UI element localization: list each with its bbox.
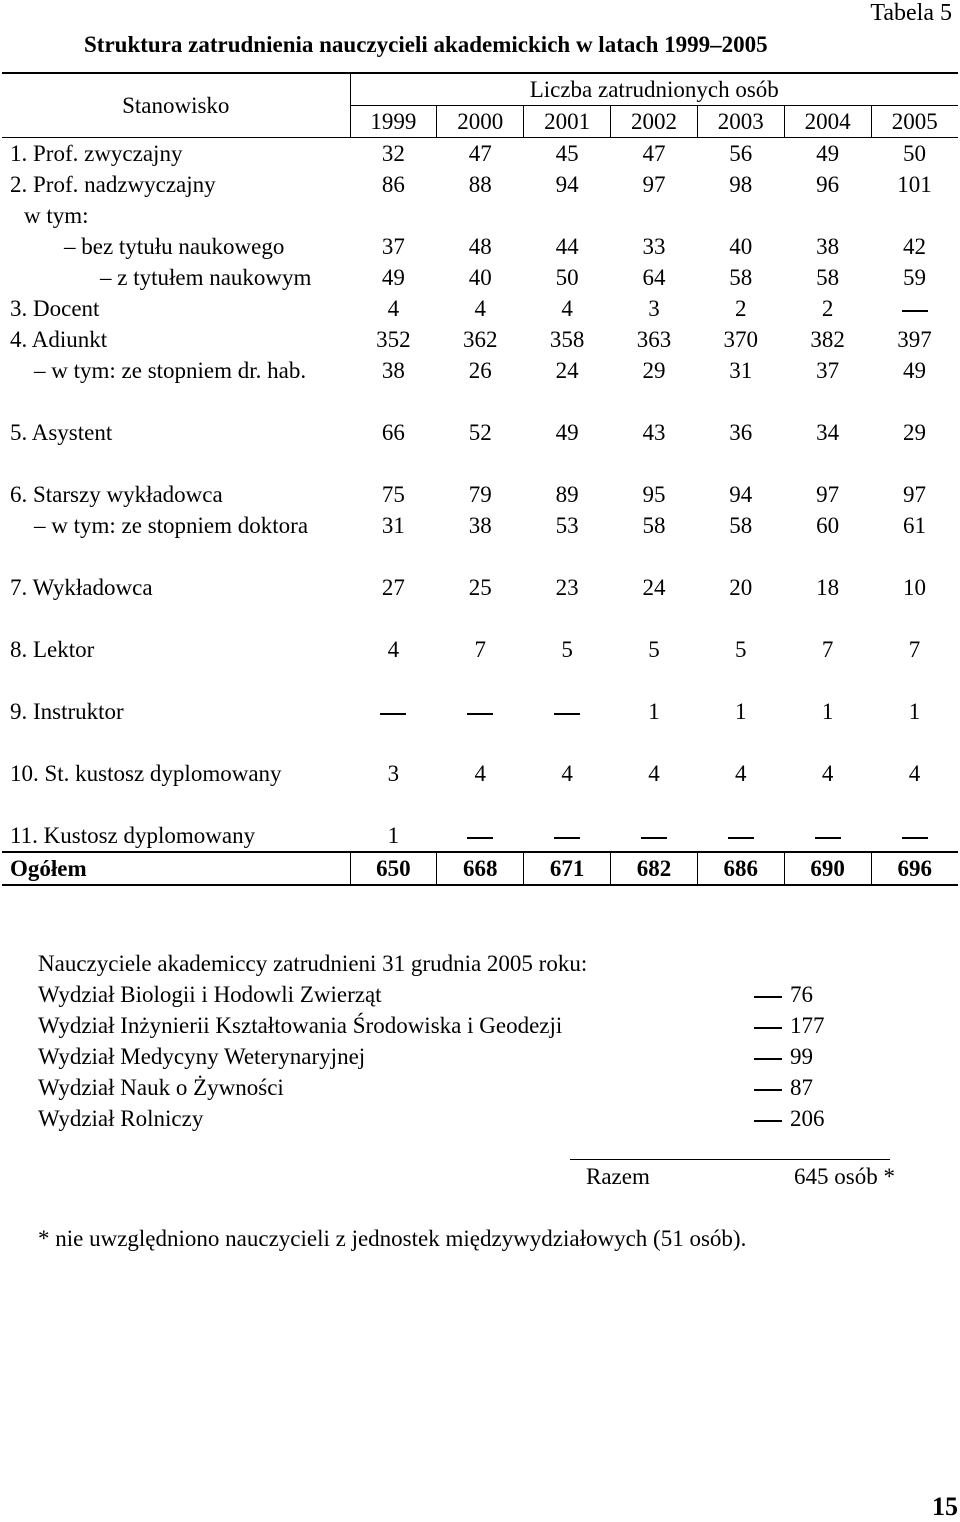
row-label: – z tytułem naukowym (100, 265, 312, 290)
cell-value: 31 (381, 513, 405, 538)
faculty-heading: Nauczyciele akademiccy zatrudnieni 31 grudnia 2005 roku: (38, 951, 588, 976)
year-header-2002: 2002 (611, 106, 698, 138)
cell-value: 24 (555, 358, 579, 383)
table-row (2, 510, 958, 541)
cell-value: 26 (468, 358, 492, 383)
spacer-row (2, 727, 958, 758)
cell-value (611, 200, 698, 231)
table-row (2, 200, 958, 231)
faculty-item (38, 1010, 838, 1041)
cell-value: 1 (387, 823, 400, 848)
cell-value: 2 (821, 296, 834, 321)
col-header-stanowisko: Stanowisko (2, 73, 350, 138)
cell-value: 58 (729, 513, 753, 538)
cell-value: 4 (735, 761, 747, 786)
cell-value: 25 (468, 575, 492, 600)
cell-value: 382 (810, 327, 845, 352)
cell-value: 86 (381, 172, 405, 197)
row-label: w tym: (24, 203, 89, 228)
dash-mark (728, 837, 754, 839)
cell-value (871, 820, 958, 852)
faculty-count: 206 (790, 1106, 825, 1131)
row-label: 8. Lektor (10, 637, 95, 662)
cell-value (437, 696, 524, 727)
cell-value: 1 (908, 699, 921, 724)
cell-value: 49 (555, 420, 579, 445)
total-value: 671 (524, 852, 611, 885)
cell-value: 61 (903, 513, 927, 538)
total-value: 686 (697, 852, 784, 885)
cell-value: 4 (387, 296, 400, 321)
cell-value: 20 (729, 575, 753, 600)
cell-value: 89 (555, 482, 579, 507)
row-label: 7. Wykładowca (10, 575, 153, 600)
cell-value: 37 (816, 358, 840, 383)
cell-value: 4 (387, 637, 400, 662)
cell-value: 362 (463, 327, 498, 352)
row-label: 6. Starszy wykładowca (10, 482, 223, 507)
cell-value: 4 (648, 761, 660, 786)
cell-value: 4 (561, 296, 573, 321)
total-row (2, 852, 958, 885)
row-label: – w tym: ze stopniem dr. hab. (34, 358, 307, 383)
table-row (2, 324, 958, 355)
cell-value: 45 (555, 141, 579, 166)
cell-value: 37 (381, 234, 405, 259)
cell-value: 38 (381, 358, 405, 383)
cell-value (437, 820, 524, 852)
employment-table (2, 72, 958, 886)
cell-value: 358 (549, 327, 585, 352)
table-row (2, 417, 958, 448)
dash-mark (754, 1027, 782, 1029)
cell-value: 18 (816, 575, 840, 600)
spacer-row (2, 386, 958, 417)
cell-value: 10 (903, 575, 927, 600)
cell-value (524, 696, 611, 727)
cell-value: 43 (642, 420, 666, 445)
dash-mark (754, 1120, 782, 1122)
cell-value: 370 (723, 327, 759, 352)
total-value: 668 (437, 852, 524, 885)
cell-value: 1 (648, 699, 660, 724)
faculty-count: 99 (790, 1044, 813, 1069)
cell-value: 4 (561, 761, 573, 786)
cell-value: 96 (816, 172, 840, 197)
sum-rule (570, 1159, 890, 1160)
table-row (2, 262, 958, 293)
faculty-count-wrap (754, 1041, 813, 1072)
cell-value: 47 (468, 141, 492, 166)
cell-value: 52 (468, 420, 492, 445)
dash-mark (554, 713, 580, 715)
cell-value: 94 (555, 172, 579, 197)
cell-value: 4 (821, 761, 834, 786)
faculty-item (38, 1103, 838, 1134)
col-header-group: Liczba zatrudnionych osób (350, 73, 958, 106)
cell-value (697, 200, 784, 231)
cell-value: 27 (381, 575, 405, 600)
cell-value: 4 (474, 296, 487, 321)
cell-value: 59 (903, 265, 927, 290)
cell-value (350, 200, 437, 231)
cell-value: 32 (381, 141, 405, 166)
total-value: 682 (611, 852, 698, 885)
cell-value: 58 (642, 513, 666, 538)
cell-value: 38 (816, 234, 840, 259)
table-row (2, 820, 958, 852)
cell-value: 97 (903, 482, 927, 507)
table-row (2, 169, 958, 200)
cell-value (437, 200, 524, 231)
row-label: 11. Kustosz dyplomowany (10, 823, 256, 848)
year-header-1999: 1999 (350, 106, 437, 138)
dash-mark (554, 837, 580, 839)
table-row (2, 231, 958, 262)
cell-value: 5 (648, 637, 660, 662)
cell-value: 38 (468, 513, 492, 538)
spacer-row (2, 665, 958, 696)
faculty-count-wrap (754, 979, 813, 1010)
cell-value: 58 (816, 265, 840, 290)
spacer-row (2, 448, 958, 479)
table-row (2, 634, 958, 665)
faculty-count: 76 (790, 982, 813, 1007)
year-header-2005: 2005 (871, 106, 958, 138)
dash-mark (815, 837, 841, 839)
faculty-count-wrap (754, 1103, 825, 1134)
cell-value (350, 696, 437, 727)
cell-value: 29 (642, 358, 666, 383)
cell-value: 50 (555, 265, 579, 290)
row-label: 5. Asystent (10, 420, 113, 445)
row-label: 10. St. kustosz dyplomowany (10, 761, 282, 786)
faculty-name: Wydział Medycyny Weterynaryjnej (38, 1044, 366, 1069)
faculty-name: Wydział Biologii i Hodowli Zwierząt (38, 982, 382, 1007)
year-header-2004: 2004 (784, 106, 871, 138)
row-label: 9. Instruktor (10, 699, 124, 724)
spacer-row (2, 541, 958, 572)
cell-value: 7 (474, 637, 487, 662)
faculty-name: Wydział Rolniczy (38, 1106, 204, 1131)
cell-value: 24 (642, 575, 666, 600)
cell-value: 79 (468, 482, 492, 507)
table-label: Tabela 5 (870, 0, 952, 26)
cell-value: 363 (636, 327, 672, 352)
table-row (2, 479, 958, 510)
cell-value: 1 (735, 699, 747, 724)
table-row (2, 758, 958, 789)
faculty-count-wrap (754, 1010, 825, 1041)
spacer-row (2, 603, 958, 634)
row-label: 4. Adiunkt (10, 327, 108, 352)
cell-value (784, 820, 871, 852)
year-header-2003: 2003 (697, 106, 784, 138)
cell-value: 3 (387, 761, 400, 786)
faculty-item (38, 979, 838, 1010)
cell-value: 97 (642, 172, 666, 197)
cell-value: 50 (903, 141, 927, 166)
cell-value: 49 (381, 265, 405, 290)
cell-value: 60 (816, 513, 840, 538)
cell-value: 397 (897, 327, 932, 352)
cell-value: 98 (729, 172, 753, 197)
cell-value: 5 (561, 637, 573, 662)
cell-value: 40 (729, 234, 753, 259)
dash-mark (467, 837, 493, 839)
cell-value (697, 820, 784, 852)
cell-value: 88 (468, 172, 492, 197)
cell-value (611, 820, 698, 852)
cell-value: 66 (381, 420, 405, 445)
table-row (2, 138, 958, 170)
dash-mark (902, 837, 928, 839)
cell-value: 97 (816, 482, 840, 507)
cell-value: 47 (642, 141, 666, 166)
cell-value: 1 (821, 699, 834, 724)
year-header-2001: 2001 (524, 106, 611, 138)
footnote: * nie uwzględniono nauczycieli z jednostek międzywydziałowych (51 osób). (38, 1226, 747, 1251)
cell-value: 3 (648, 296, 660, 321)
page-title: Struktura zatrudnienia nauczycieli akademickich w latach 1999–2005 (84, 32, 768, 57)
dash-mark (754, 996, 782, 998)
cell-value: 2 (735, 296, 747, 321)
dash-mark (380, 713, 406, 715)
cell-value: 36 (729, 420, 753, 445)
cell-value (871, 293, 958, 324)
faculty-item (38, 1072, 838, 1103)
faculty-list (38, 948, 838, 1134)
table-row (2, 696, 958, 727)
faculty-count: 87 (790, 1075, 813, 1100)
table-row (2, 572, 958, 603)
cell-value: 34 (816, 420, 840, 445)
table-row (2, 293, 958, 324)
cell-value (524, 200, 611, 231)
row-label: 1. Prof. zwyczajny (10, 141, 183, 166)
cell-value: 5 (735, 637, 747, 662)
cell-value: 94 (729, 482, 753, 507)
dash-mark (902, 310, 928, 312)
table-row (2, 355, 958, 386)
total-value: 696 (871, 852, 958, 885)
cell-value: 64 (642, 265, 666, 290)
cell-value: 31 (729, 358, 753, 383)
cell-value (524, 820, 611, 852)
total-label: Ogółem (2, 852, 350, 885)
page-number: 15 (932, 1492, 958, 1521)
cell-value: 75 (381, 482, 405, 507)
dash-mark (641, 837, 667, 839)
cell-value: 58 (729, 265, 753, 290)
cell-value: 40 (468, 265, 492, 290)
cell-value: 7 (821, 637, 834, 662)
faculty-count-wrap (754, 1072, 813, 1103)
cell-value: 7 (908, 637, 921, 662)
row-label: – w tym: ze stopniem doktora (34, 513, 309, 538)
total-value: 690 (784, 852, 871, 885)
cell-value: 29 (903, 420, 927, 445)
total-value: 650 (350, 852, 437, 885)
cell-value: 33 (642, 234, 666, 259)
sum-value: 645 osób * (794, 1164, 895, 1189)
cell-value: 4 (908, 761, 921, 786)
cell-value: 53 (555, 513, 579, 538)
cell-value: 49 (903, 358, 927, 383)
cell-value: 23 (555, 575, 579, 600)
cell-value: 352 (376, 327, 411, 352)
year-header-2000: 2000 (437, 106, 524, 138)
cell-value: 44 (555, 234, 579, 259)
cell-value: 95 (642, 482, 666, 507)
cell-value: 48 (468, 234, 492, 259)
cell-value: 42 (903, 234, 927, 259)
cell-value: 56 (729, 141, 753, 166)
table-header-row (2, 73, 958, 106)
sum-label: Razem (586, 1164, 650, 1189)
cell-value: 49 (816, 141, 840, 166)
row-label: – bez tytułu naukowego (64, 234, 285, 259)
row-label: 3. Docent (10, 296, 100, 321)
dash-mark (467, 713, 493, 715)
faculty-name: Wydział Nauk o Żywności (38, 1075, 284, 1100)
cell-value: 101 (897, 172, 932, 197)
row-label: 2. Prof. nadzwyczajny (10, 172, 216, 197)
cell-value (871, 200, 958, 231)
spacer-row (2, 789, 958, 820)
faculty-count: 177 (790, 1013, 825, 1038)
dash-mark (754, 1058, 782, 1060)
faculty-item (38, 1041, 838, 1072)
faculty-name: Wydział Inżynierii Kształtowania Środowiska i Geodezji (38, 1013, 563, 1038)
cell-value (784, 200, 871, 231)
dash-mark (754, 1089, 782, 1091)
cell-value: 4 (474, 761, 487, 786)
